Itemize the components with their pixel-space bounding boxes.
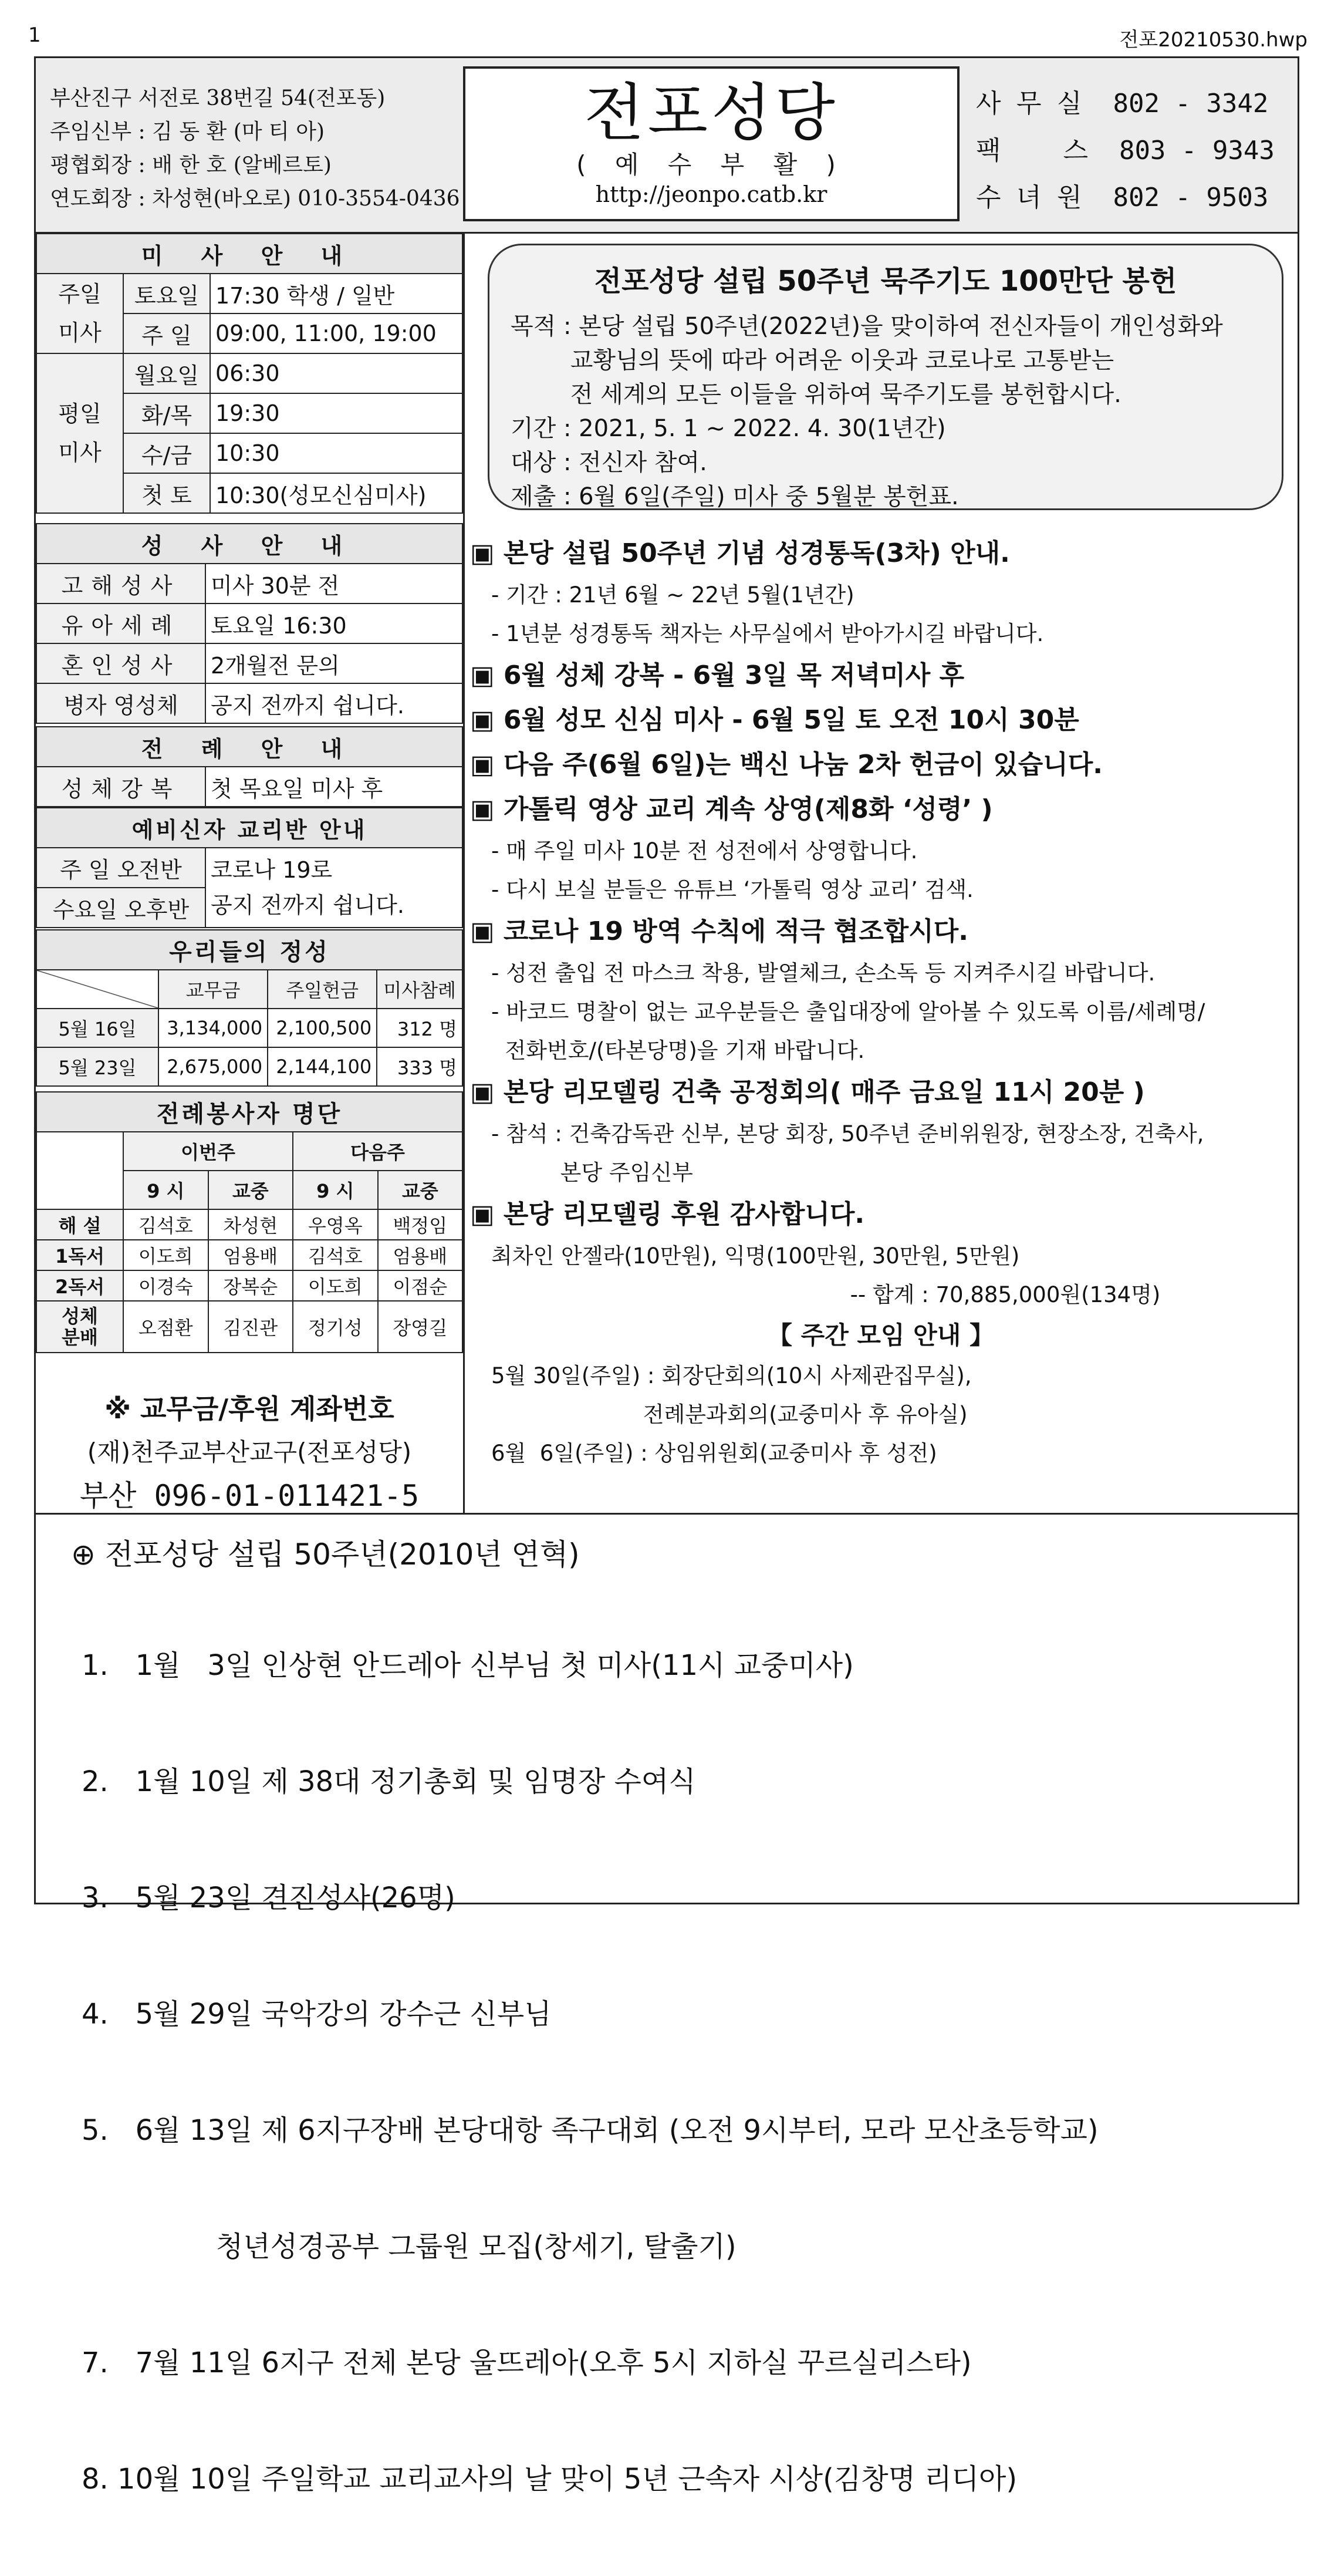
catechumen-note: 코로나 19로 공지 전까지 쉽니다. <box>205 848 462 928</box>
server-name: 이도희 <box>293 1270 378 1301</box>
server-name: 엄용배 <box>208 1240 293 1270</box>
sacrament-time: 공지 전까지 쉽니다. <box>205 683 462 723</box>
mass-day: 주 일 <box>123 313 210 353</box>
announcement-text: 본당 리모델링 후원 감사합니다. <box>503 1199 865 1229</box>
server-name: 김진관 <box>208 1301 293 1353</box>
square-bullet-icon: ▣ <box>470 705 495 735</box>
sacrament-time: 미사 30분 전 <box>205 564 462 603</box>
contact-numbers <box>976 80 1275 221</box>
server-name: 이경숙 <box>123 1270 208 1301</box>
announcement-text: 다음 주(6월 6일)는 백신 나눔 2차 헌금이 있습니다. <box>503 750 1103 780</box>
meeting-line: 5월 30일(주일) : 회장단회의(10시 사제관집무실), <box>491 1363 972 1388</box>
announcement-title <box>470 531 1292 576</box>
mass-title: 미 사 안 내 <box>36 234 462 274</box>
sacraments-table <box>36 523 463 724</box>
sacrament-name: 유아세례 <box>36 603 205 643</box>
announcement-item <box>470 531 1292 653</box>
liturgical-season: ( 예 수 부 활 ) <box>576 150 846 179</box>
square-bullet-icon: ▣ <box>470 750 495 780</box>
announcement-title <box>470 1070 1292 1115</box>
announcement-line: - 참석 : 건축감독관 신부, 본당 회장, 50주년 준비위원장, 현장소장, 건축사, <box>491 1121 1204 1147</box>
website-url: http://jeonpo.catb.kr <box>595 181 827 207</box>
server-name: 이도희 <box>123 1240 208 1270</box>
sacraments-title: 성 사 안 내 <box>36 524 462 564</box>
announcement-line: - 바코드 명찰이 없는 교우분들은 출입대장에 알아볼 수 있도록 이름/세례명/ <box>491 999 1205 1024</box>
column-header: 교무금 <box>158 970 268 1009</box>
announcement-line: 본당 주임신부 <box>491 1160 693 1185</box>
fax-number: 팩 스 803 - 9343 <box>976 136 1275 166</box>
square-bullet-icon: ▣ <box>470 1077 495 1107</box>
server-name: 우영옥 <box>293 1209 378 1240</box>
announcement-line: 최차인 안젤라(10만원), 익명(100만원, 30만원, 5만원) <box>491 1243 1020 1269</box>
liturgy-table <box>36 726 463 807</box>
history-item: 7. 7월 11일 6지구 전체 본당 울뜨레아(오후 5시 지하실 꾸르실리스타) <box>82 2346 972 2379</box>
time-header: 교중 <box>208 1171 293 1209</box>
announcement-title <box>470 787 1292 832</box>
history-item: 8. 10월 10일 주일학교 교리교사의 날 맞이 5년 근속자 시상(김창명 리디아) <box>82 2463 1018 2496</box>
liturgy-name: 성체강복 <box>36 767 205 807</box>
history-item: 청년성경공부 그룹원 모집(창세기, 탈출기) <box>82 2230 737 2263</box>
server-name: 이점순 <box>378 1270 463 1301</box>
announcement-title <box>470 909 1292 954</box>
class-session: 주 일 오전반 <box>36 848 205 888</box>
announcement-text: 6월 성체 강복 - 6월 3일 목 저녁미사 후 <box>503 660 965 690</box>
council-president: 평협회장 : 배 한 호 (알베르토) <box>50 153 332 177</box>
history-section <box>36 1513 1298 2496</box>
server-name: 엄용배 <box>378 1240 463 1270</box>
server-name: 김석호 <box>293 1240 378 1270</box>
role-label: 성체 분배 <box>36 1301 123 1353</box>
sunday-mass-label: 주일 미사 <box>36 274 123 353</box>
meeting-line: 6월 6일(주일) : 상임위원회(교중미사 후 성전) <box>491 1441 937 1466</box>
column-header: 주일헌금 <box>268 970 377 1009</box>
role-label: 해 설 <box>36 1209 123 1240</box>
week-header: 이번주 <box>123 1132 293 1171</box>
prayer-campaign-box <box>488 244 1283 510</box>
servers-table <box>36 1091 463 1353</box>
history-item: 1. 1월 3일 인상현 안드레아 신부님 첫 미사(11시 교중미사) <box>82 1649 854 1682</box>
announcement-title <box>470 743 1292 787</box>
title-box <box>463 66 960 221</box>
mass-day: 월요일 <box>123 353 210 393</box>
mass-time: 10:30 <box>210 433 462 473</box>
server-name: 김석호 <box>123 1209 208 1240</box>
office-phone: 사 무 실 802 - 3342 <box>976 89 1269 119</box>
week-header: 다음주 <box>293 1132 462 1171</box>
history-item: 3. 5월 23일 견진성사(26명) <box>82 1882 455 1914</box>
server-name: 장영길 <box>378 1301 463 1353</box>
square-bullet-icon: ▣ <box>470 916 495 946</box>
mass-schedule-table <box>36 233 463 514</box>
role-label: 1독서 <box>36 1240 123 1270</box>
row-date: 5월 23일 <box>36 1047 158 1086</box>
announcement-text: 본당 리모델링 건축 공정회의( 매주 금요일 11시 20분 ) <box>503 1077 1145 1107</box>
prayer-campaign-title: 전포성당 설립 50주년 묵주기도 100만단 봉헌 <box>594 265 1177 298</box>
announcement-text: 코로나 19 방역 수칙에 적극 협조합시다. <box>503 916 969 946</box>
history-list <box>82 1569 1099 2576</box>
sacrament-time: 토요일 16:30 <box>205 603 462 643</box>
mass-time: 17:30 학생 / 일반 <box>210 274 462 313</box>
server-name: 장복순 <box>208 1270 293 1301</box>
server-name: 오점환 <box>123 1301 208 1353</box>
time-header: 9 시 <box>123 1171 208 1209</box>
mass-time: 19:30 <box>210 393 462 433</box>
page-number: 1 <box>28 23 41 47</box>
mass-day: 토요일 <box>123 274 210 313</box>
address: 부산진구 서전로 38번길 54(전포동) <box>50 86 386 110</box>
mass-day: 첫 토 <box>123 473 210 513</box>
left-column <box>36 233 465 1513</box>
square-bullet-icon: ▣ <box>470 660 495 690</box>
convent-phone: 수 녀 원 802 - 9503 <box>976 183 1269 213</box>
prayer-leader: 연도회장 : 차성현(바오로) 010-3554-0436 <box>50 187 460 211</box>
column-header: 미사참례 <box>377 970 462 1009</box>
diagonal-cell <box>36 970 158 1009</box>
account-number: 부산 096-01-011421-5 <box>79 1479 420 1513</box>
history-title: ⊕ 전포성당 설립 50주년(2010년 연혁) <box>71 1537 580 1572</box>
class-session: 수요일 오후반 <box>36 888 205 928</box>
parish-info <box>50 82 460 215</box>
meeting-line: 전례분과회의(교중미사 후 유아실) <box>491 1402 968 1427</box>
history-item: 5. 6월 13일 제 6지구장배 본당대항 족구대회 (오전 9시부터, 모라 모산초등학교) <box>82 2114 1099 2147</box>
liturgy-title: 전 례 안 내 <box>36 727 462 767</box>
square-bullet-icon: ▣ <box>470 794 495 824</box>
offering-value: 2,675,000 <box>158 1047 268 1086</box>
attendance-value: 333 명 <box>377 1047 462 1086</box>
announcement-line: 전화번호/(타본당명)을 기재 바랍니다. <box>491 1038 865 1063</box>
mass-day: 화/목 <box>123 393 210 433</box>
weekday-mass-label: 평일 미사 <box>36 353 123 513</box>
pastor: 주임신부 : 김 동 환 (마 티 아) <box>50 120 325 144</box>
announcement-line: - 매 주일 미사 10분 전 성전에서 상영합니다. <box>491 838 918 864</box>
account-holder: (재)천주교부산교구(전포성당) <box>87 1438 412 1466</box>
role-label: 2독서 <box>36 1270 123 1301</box>
server-name: 백정임 <box>378 1209 463 1240</box>
file-name: 전포20210530.hwp <box>1119 28 1308 52</box>
parish-title: 전포성당 <box>584 77 839 149</box>
servers-title: 전례봉사자 명단 <box>36 1092 462 1132</box>
announcement-line: - 성전 출입 전 마스크 착용, 발열체크, 손소독 등 지켜주시길 바랍니다. <box>491 960 1156 986</box>
account-info <box>36 1387 463 1518</box>
announcement-title <box>470 1192 1292 1237</box>
server-name: 차성현 <box>208 1209 293 1240</box>
offering-value: 2,100,500 <box>268 1009 377 1047</box>
catechumen-table <box>36 807 463 928</box>
offerings-table <box>36 929 463 1087</box>
catechumen-title: 예비신자 교리반 안내 <box>36 808 462 848</box>
server-name: 정기성 <box>293 1301 378 1353</box>
square-bullet-icon: ▣ <box>470 538 495 568</box>
sacrament-name: 혼인성사 <box>36 643 205 683</box>
sacrament-name: 병자 영성체 <box>36 683 205 723</box>
attendance-value: 312 명 <box>377 1009 462 1047</box>
announcement-line: - 다시 보실 분들은 유튜브 ‘가톨릭 영상 교리’ 검색. <box>491 877 974 902</box>
bulletin-sheet <box>34 56 1299 2496</box>
mass-time: 06:30 <box>210 353 462 393</box>
time-header: 교중 <box>378 1171 463 1209</box>
announcements <box>470 531 1292 1473</box>
time-header: 9 시 <box>293 1171 378 1209</box>
liturgy-time: 첫 목요일 미사 후 <box>205 767 462 807</box>
offering-value: 3,134,000 <box>158 1009 268 1047</box>
offerings-title: 우리들의 정성 <box>36 930 462 970</box>
donation-total: -- 합계 : 70,885,000원(134명) <box>491 1282 1161 1307</box>
row-date: 5월 16일 <box>36 1009 158 1047</box>
announcement-title <box>470 698 1292 743</box>
sacrament-name: 고해성사 <box>36 564 205 603</box>
sacrament-time: 2개월전 문의 <box>205 643 462 683</box>
mass-time: 09:00, 11:00, 19:00 <box>210 313 462 353</box>
account-title: ※ 교무금/후원 계좌번호 <box>104 1393 394 1425</box>
header <box>36 58 1298 234</box>
square-bullet-icon: ▣ <box>470 1199 495 1229</box>
blank-cell <box>36 1132 123 1209</box>
meetings-title: 【 주간 모임 안내 】 <box>768 1321 994 1350</box>
history-item: 2. 1월 10일 제 38대 정기총회 및 임명장 수여식 <box>82 1765 696 1798</box>
announcement-line: - 기간 : 21년 6월 ~ 22년 5월(1년간) <box>491 582 854 608</box>
announcement-text: 가톨릭 영상 교리 계속 상영(제8화 ‘성령’ ) <box>503 794 993 824</box>
offering-value: 2,144,100 <box>268 1047 377 1086</box>
history-item: 4. 5월 29일 국악강의 강수근 신부님 <box>82 1998 552 2031</box>
right-column <box>464 233 1298 1513</box>
announcement-text: 본당 설립 50주년 기념 성경통독(3차) 안내. <box>503 538 1010 568</box>
prayer-campaign-body: 목적 : 본당 설립 50주년(2022년)을 맞이하여 전신자들이 개인성화와 교황님의 뜻에 따라 어려운 이웃과 코로나로 고통받는 전 세계의 모든 이들을 위하여 묵주기도를 봉헌합시다. 기간 : 2021, 5. 1 ~ 2022. 4. 30(1년간) 대상 : 전신자 참여. 제출 : 6월 6일(주일) 미사 중 5월분 봉헌표. <box>511 313 1223 510</box>
mass-time: 10:30(성모신심미사) <box>210 473 462 513</box>
mass-day: 수/금 <box>123 433 210 473</box>
announcement-text: 6월 성모 신심 미사 - 6월 5일 토 오전 10시 30분 <box>503 705 1079 735</box>
announcement-title <box>470 653 1292 698</box>
announcement-line: - 1년분 성경통독 책자는 사무실에서 받아가시길 바랍니다. <box>491 621 1044 646</box>
